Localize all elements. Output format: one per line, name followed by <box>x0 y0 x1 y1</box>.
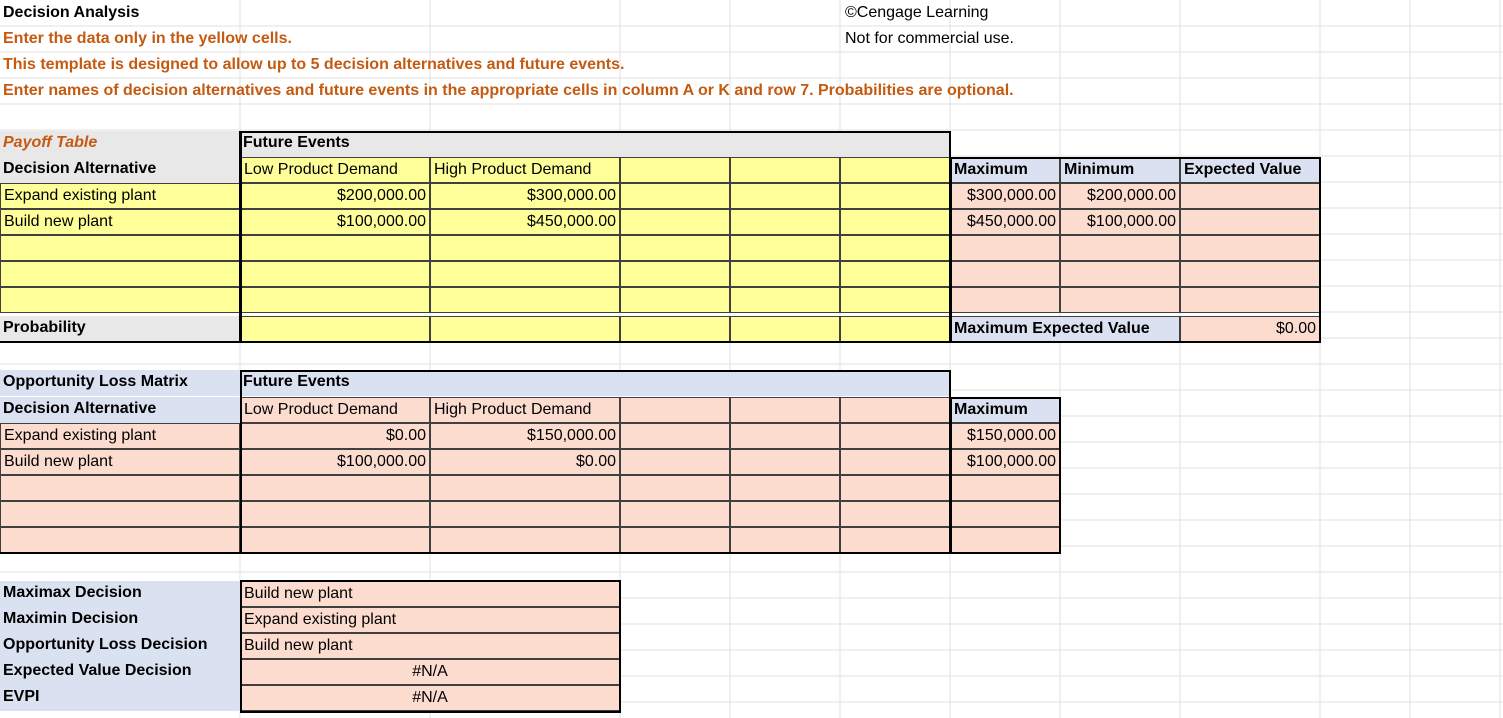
payoff-result-cell <box>950 235 1060 261</box>
payoff-maximum-header: Maximum <box>950 157 1060 183</box>
loss-cell <box>430 475 620 501</box>
probability-cell[interactable] <box>620 316 730 342</box>
payoff-result-cell <box>1060 261 1180 287</box>
max-expected-value-label: Maximum Expected Value <box>950 316 1180 342</box>
loss-cell <box>620 475 730 501</box>
evpi-value: #N/A <box>240 685 620 711</box>
payoff-cell[interactable] <box>730 183 840 209</box>
max-expected-value-result: $0.00 <box>1180 316 1320 342</box>
payoff-result-cell <box>950 261 1060 287</box>
payoff-alt-2-value-2[interactable]: $450,000.00 <box>430 209 620 235</box>
payoff-cell[interactable] <box>730 235 840 261</box>
maximin-label: Maximin Decision <box>0 607 240 633</box>
payoff-alt-2-value-1[interactable]: $100,000.00 <box>240 209 430 235</box>
loss-cell <box>730 501 840 527</box>
payoff-cell[interactable] <box>730 287 840 313</box>
payoff-alt-2-expected <box>1180 209 1320 235</box>
probability-cell[interactable] <box>430 316 620 342</box>
payoff-cell[interactable] <box>620 209 730 235</box>
loss-cell <box>840 397 950 423</box>
loss-cell <box>840 501 950 527</box>
payoff-cell[interactable] <box>240 287 430 313</box>
loss-cell <box>0 501 240 527</box>
probability-cell[interactable] <box>730 316 840 342</box>
loss-event-1: Low Product Demand <box>240 397 430 423</box>
copyright-text: ©Cengage Learning <box>845 4 989 21</box>
loss-future-events-label: Future Events <box>240 370 950 396</box>
payoff-cell[interactable] <box>620 261 730 287</box>
payoff-event-3[interactable] <box>620 157 730 183</box>
loss-cell <box>240 527 430 553</box>
evpi-label: EVPI <box>0 685 240 711</box>
probability-cell[interactable] <box>240 316 430 342</box>
payoff-cell[interactable] <box>430 261 620 287</box>
payoff-cell[interactable] <box>840 235 950 261</box>
payoff-cell[interactable] <box>430 235 620 261</box>
payoff-expected-value-header: Expected Value <box>1180 157 1320 183</box>
loss-cell <box>240 501 430 527</box>
payoff-event-2[interactable]: High Product Demand <box>430 157 620 183</box>
payoff-cell[interactable] <box>840 261 950 287</box>
loss-cell <box>840 475 950 501</box>
loss-cell <box>950 527 1060 553</box>
expected-value-decision-label: Expected Value Decision <box>0 659 240 685</box>
payoff-cell[interactable] <box>730 261 840 287</box>
payoff-result-cell <box>1180 261 1320 287</box>
loss-cell <box>840 449 950 475</box>
payoff-cell[interactable] <box>430 287 620 313</box>
expected-value-decision-value: #N/A <box>240 659 620 685</box>
loss-cell <box>950 501 1060 527</box>
loss-cell <box>430 527 620 553</box>
loss-cell <box>730 475 840 501</box>
loss-cell <box>620 397 730 423</box>
payoff-cell[interactable] <box>240 235 430 261</box>
payoff-alt-4-name[interactable] <box>0 261 240 287</box>
payoff-minimum-header: Minimum <box>1060 157 1180 183</box>
loss-cell <box>0 475 240 501</box>
payoff-result-cell <box>1060 287 1180 313</box>
probability-label: Probability <box>0 316 240 342</box>
sheet-title: Decision Analysis <box>3 4 140 21</box>
loss-alt-1-value-1: $0.00 <box>240 423 430 449</box>
maximin-value: Expand existing plant <box>240 607 620 633</box>
payoff-cell[interactable] <box>840 183 950 209</box>
payoff-cell[interactable] <box>840 209 950 235</box>
payoff-decision-alt-header: Decision Alternative <box>0 157 240 183</box>
payoff-alt-1-value-2[interactable]: $300,000.00 <box>430 183 620 209</box>
payoff-alt-1-maximum: $300,000.00 <box>950 183 1060 209</box>
instruction-yellow-cells: Enter the data only in the yellow cells. <box>3 30 292 47</box>
loss-cell <box>840 527 950 553</box>
loss-event-2: High Product Demand <box>430 397 620 423</box>
loss-alt-2-maximum: $100,000.00 <box>950 449 1060 475</box>
loss-decision-alt-header: Decision Alternative <box>0 397 240 423</box>
loss-cell <box>950 475 1060 501</box>
probability-cell[interactable] <box>840 316 950 342</box>
payoff-alt-1-expected <box>1180 183 1320 209</box>
instruction-template: This template is designed to allow up to 5 decision alternatives and future events. <box>3 56 625 73</box>
loss-alt-1-maximum: $150,000.00 <box>950 423 1060 449</box>
payoff-result-cell <box>1060 235 1180 261</box>
loss-cell <box>0 527 240 553</box>
payoff-event-4[interactable] <box>730 157 840 183</box>
loss-cell <box>430 501 620 527</box>
loss-matrix-title: Opportunity Loss Matrix <box>0 370 240 396</box>
loss-maximum-header: Maximum <box>950 397 1060 423</box>
maximax-value: Build new plant <box>240 581 620 607</box>
maximax-label: Maximax Decision <box>0 581 240 607</box>
loss-cell <box>730 397 840 423</box>
loss-alt-2-value-2: $0.00 <box>430 449 620 475</box>
loss-alt-2-value-1: $100,000.00 <box>240 449 430 475</box>
loss-alt-1-name: Expand existing plant <box>0 423 240 449</box>
loss-cell <box>730 527 840 553</box>
loss-alt-1-value-2: $150,000.00 <box>430 423 620 449</box>
payoff-cell[interactable] <box>620 183 730 209</box>
payoff-table-title: Payoff Table <box>0 131 240 157</box>
loss-cell <box>620 449 730 475</box>
payoff-alt-2-name[interactable]: Build new plant <box>0 209 240 235</box>
loss-cell <box>840 423 950 449</box>
payoff-cell[interactable] <box>620 235 730 261</box>
payoff-alt-3-name[interactable] <box>0 235 240 261</box>
loss-cell <box>240 475 430 501</box>
payoff-result-cell <box>1180 235 1320 261</box>
payoff-alt-5-name[interactable] <box>0 287 240 313</box>
loss-cell <box>730 423 840 449</box>
payoff-result-cell <box>950 287 1060 313</box>
opportunity-loss-value: Build new plant <box>240 633 620 659</box>
loss-alt-2-name: Build new plant <box>0 449 240 475</box>
payoff-future-events-label: Future Events <box>240 131 950 157</box>
payoff-alt-2-minimum: $100,000.00 <box>1060 209 1180 235</box>
payoff-alt-1-value-1[interactable]: $200,000.00 <box>240 183 430 209</box>
payoff-alt-2-maximum: $450,000.00 <box>950 209 1060 235</box>
payoff-event-5[interactable] <box>840 157 950 183</box>
payoff-event-1[interactable]: Low Product Demand <box>240 157 430 183</box>
payoff-cell[interactable] <box>620 287 730 313</box>
loss-cell <box>620 527 730 553</box>
loss-cell <box>620 501 730 527</box>
instruction-names: Enter names of decision alternatives and future events in the appropriate cells in column A or K and row 7. Probabilities are optional. <box>3 82 1014 99</box>
payoff-cell[interactable] <box>840 287 950 313</box>
payoff-alt-1-minimum: $200,000.00 <box>1060 183 1180 209</box>
payoff-alt-1-name[interactable]: Expand existing plant <box>0 183 240 209</box>
payoff-result-cell <box>1180 287 1320 313</box>
loss-cell <box>620 423 730 449</box>
loss-cell <box>730 449 840 475</box>
opportunity-loss-label: Opportunity Loss Decision <box>0 633 240 659</box>
not-commercial-text: Not for commercial use. <box>845 30 1014 47</box>
payoff-cell[interactable] <box>730 209 840 235</box>
payoff-cell[interactable] <box>240 261 430 287</box>
